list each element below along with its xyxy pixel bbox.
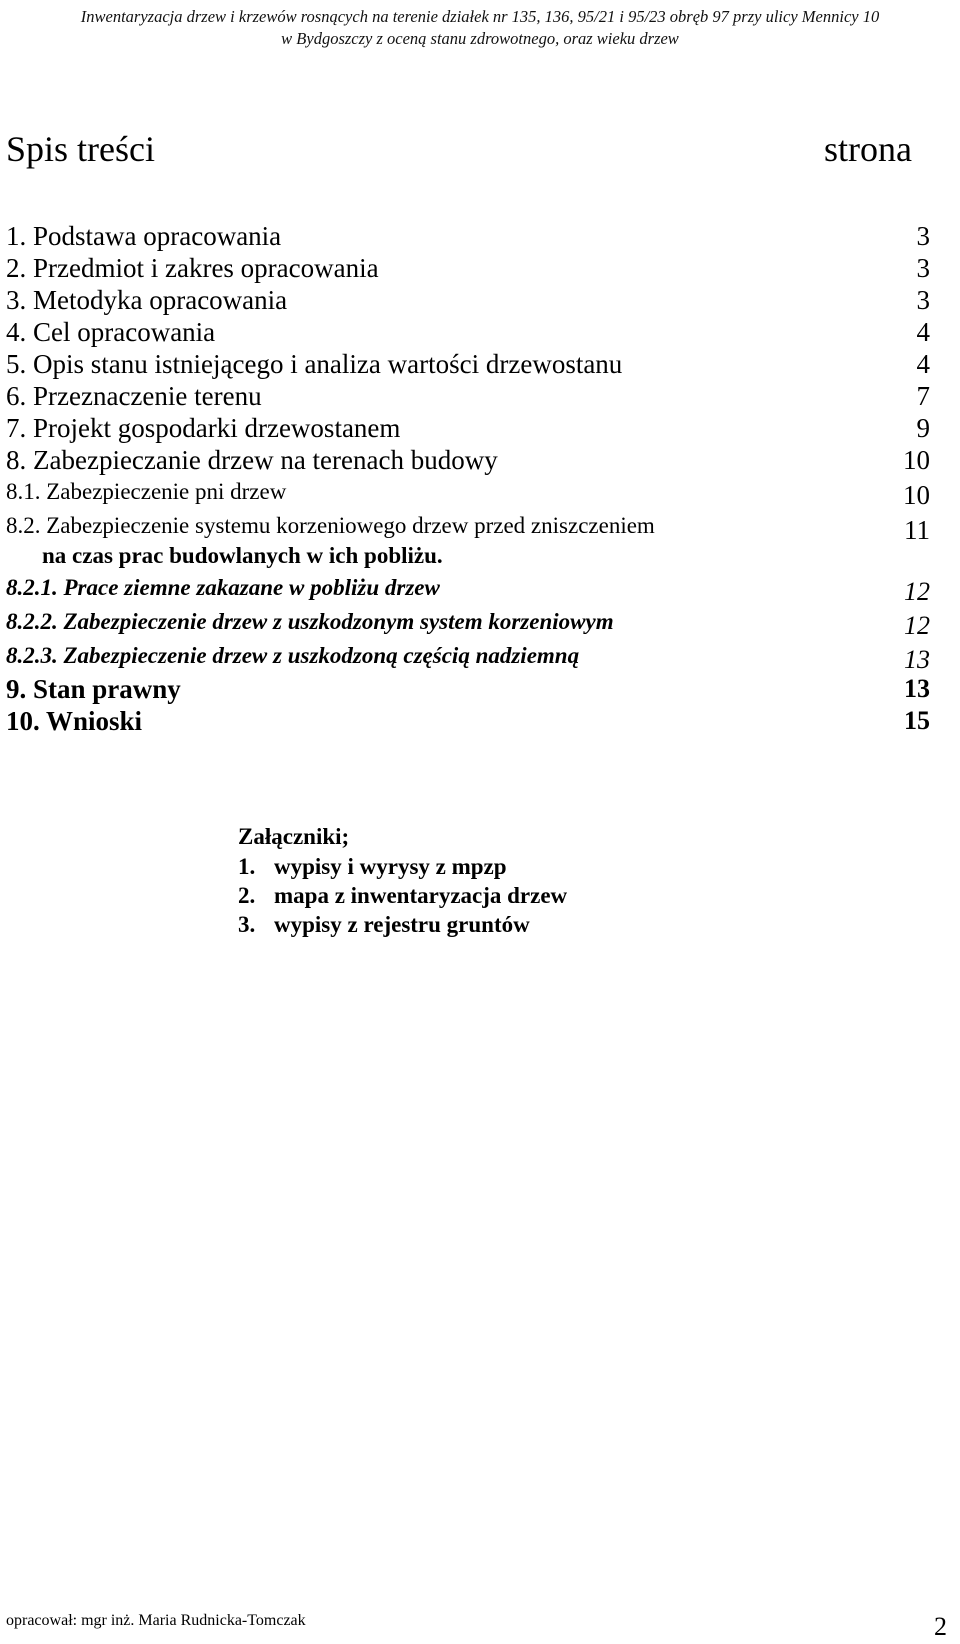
toc-entry-text: 8.2. Zabezpieczenie systemu korzeniowego drzew przed zniszczeniem [6,513,655,538]
toc-entry-text: 5. Opis stanu istniejącego i analiza wartości drzewostanu [6,349,623,379]
toc-entry-text: 8.2.2. Zabezpieczenie drzew z uszkodzonym system korzeniowym [6,609,614,634]
header-line-2: w Bydgoszczy z oceną stanu zdrowotnego, oraz wieku drzew [281,29,679,48]
toc-entry-text: 9. Stan prawny [6,674,181,704]
toc-entry-text: 3. Metodyka opracowania [6,285,288,315]
toc-entry-text: 4. Cel opracowania [6,317,216,347]
toc-entry-page: 13 [904,674,930,703]
toc-entry-page: 10 [903,445,930,475]
attachment-number: 2. [238,883,256,908]
toc-entry-text: 1. Podstawa opracowania [6,221,282,251]
toc-entry-page: 11 [904,515,930,545]
attachments-list [238,822,567,939]
toc-entry-text: 10. Wnioski [6,706,143,736]
toc-entry-page: 4 [916,317,930,347]
attachment-number: 3. [238,912,256,937]
toc-heading [6,128,912,172]
toc-entry-text: 8.1. Zabezpieczenie pni drzew [6,479,287,504]
toc-entry-text: 8.2.3. Zabezpieczenie drzew z uszkodzoną częścią nadziemną [6,643,580,668]
running-header [0,6,960,50]
toc-entry-text: 8. Zabezpieczanie drzew na terenach budowy [6,445,498,475]
toc-entry-text: 7. Projekt gospodarki drzewostanem [6,413,401,443]
toc-entry-page: 10 [903,480,930,510]
attachment-text: wypisy i wyrysy z mpzp [274,854,507,879]
toc-entry-page: 4 [916,349,930,379]
attachment-item [194,852,567,881]
attachment-number: 1. [238,854,256,879]
attachments-title: Załączniki; [238,824,350,849]
toc-title: Spis treści [6,129,155,169]
toc-entry-page: 7 [916,381,930,411]
footer-author: opracował: mgr inż. Maria Rudnicka-Tomczak [6,1612,306,1629]
toc-entry-page: 12 [904,577,930,606]
footer-page-number: 2 [934,1612,947,1641]
toc-entry-text: 6. Przeznaczenie terenu [6,381,262,411]
toc-entry-text: 2. Przedmiot i zakres opracowania [6,253,379,283]
attachment-text: mapa z inwentaryzacja drzew [274,883,568,908]
attachment-text: wypisy z rejestru gruntów [274,912,530,937]
toc-entry-text: 8.2.1. Prace ziemne zakazane w pobliżu drzew [6,575,440,600]
toc-entry-page: 13 [904,645,930,674]
toc-entry-page: 15 [904,706,930,735]
toc-entry-page: 3 [916,285,930,315]
toc-entry-page: 12 [904,611,930,640]
toc-entry-page: 3 [916,253,930,283]
toc-entry-page: 3 [916,221,930,251]
toc-page-label: strona [824,129,912,169]
toc-entry-page: 9 [916,413,930,443]
header-line-1: Inwentaryzacja drzew i krzewów rosnących na terenie działek nr 135, 136, 95/21 i 95/23 obręb 97 przy ulicy Mennicy 10 [80,7,880,26]
toc-entry-text: na czas prac budowlanych w ich pobliżu. [42,543,443,568]
attachment-item [194,881,567,910]
attachment-item [194,910,567,939]
